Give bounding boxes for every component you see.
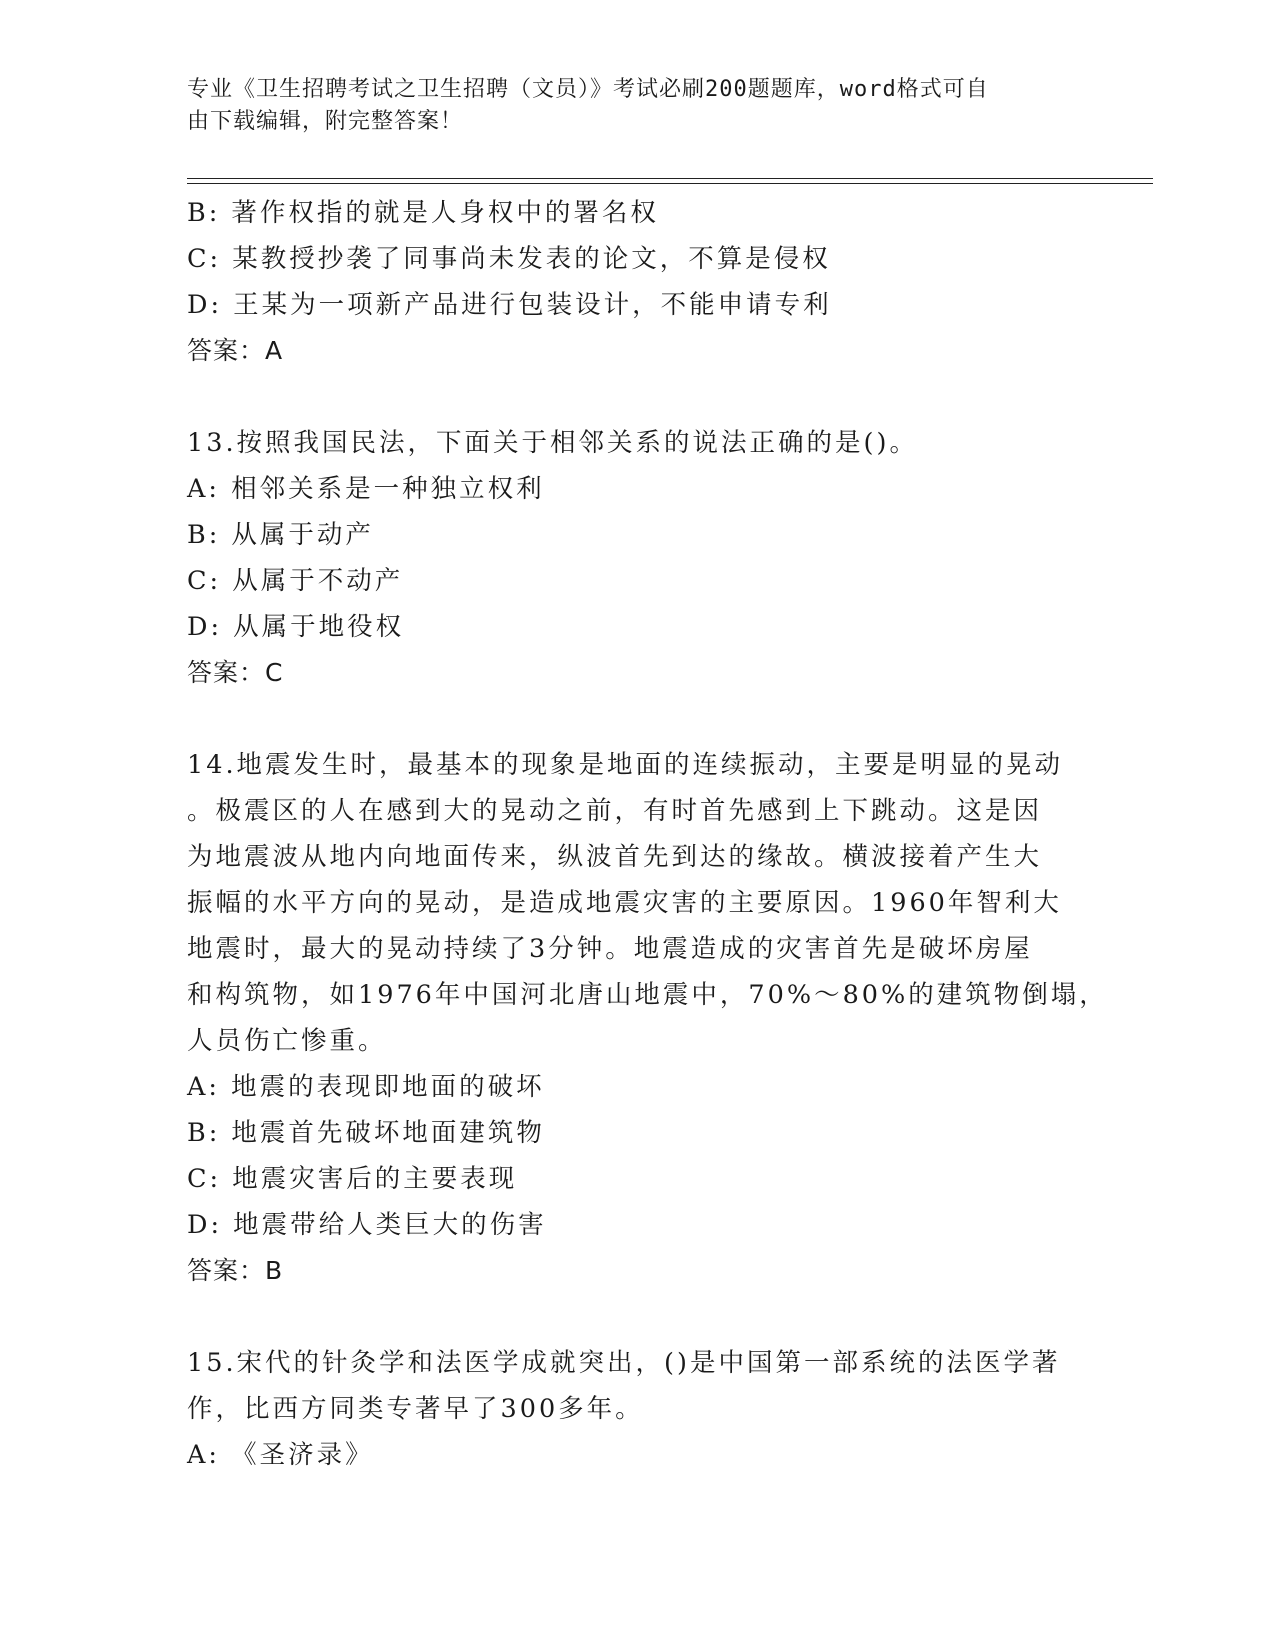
q14-question-line: 14.地震发生时，最基本的现象是地面的连续振动，主要是明显的晃动 [187,750,1064,780]
q15-question [187,1340,1087,1432]
q13-question: 13.按照我国民法，下面关于相邻关系的说法正确的是()。 [187,428,918,458]
q14-question-line: 人员伤亡惨重。 [187,1026,387,1056]
document-header [187,74,1067,138]
q15-question-line: 作，比西方同类专著早了300多年。 [187,1394,644,1424]
q14-option-c: C: 地震灾害后的主要表现 [187,1164,518,1194]
q14-question-line: 地震时，最大的晃动持续了3分钟。地震造成的灾害首先是破坏房屋 [187,934,1033,964]
header-line-1: 专业《卫生招聘考试之卫生招聘（文员）》考试必刷200题题库，word格式可自 [187,77,989,102]
q12-option-c: C: 某教授抄袭了同事尚未发表的论文，不算是侵权 [187,244,831,274]
q13-answer: 答案：C [187,658,284,687]
q13-option-d: D: 从属于地役权 [187,612,405,642]
spacer [187,1294,1087,1340]
spacer [187,696,1087,742]
header-rule-top [187,178,1153,179]
q13-option-c: C: 从属于不动产 [187,566,404,596]
q12-option-b: B: 著作权指的就是人身权中的署名权 [187,198,659,228]
q14-question-line: 和构筑物，如1976年中国河北唐山地震中，70%～80%的建筑物倒塌， [187,980,1108,1010]
question-content [187,190,1108,1478]
q14-question-line: 为地震波从地内向地面传来，纵波首先到达的缘故。横波接着产生大 [187,842,1043,872]
q12-answer: 答案：A [187,336,284,365]
spacer [187,374,1087,420]
header-rule-bottom [187,183,1153,184]
q14-question [187,742,1108,1064]
q15-question-line: 15.宋代的针灸学和法医学成就突出，()是中国第一部系统的法医学著 [187,1348,1061,1378]
q13-option-a: A: 相邻关系是一种独立权利 [187,474,545,504]
header-line-2: 由下载编辑，附完整答案！ [187,109,464,134]
q13-option-b: B: 从属于动产 [187,520,374,550]
q14-question-line: 振幅的水平方向的晃动，是造成地震灾害的主要原因。1960年智利大 [187,888,1062,918]
q15-option-a: A: 《圣济录》 [187,1440,374,1470]
q14-option-b: B: 地震首先破坏地面建筑物 [187,1118,545,1148]
q14-answer: 答案：B [187,1256,284,1285]
q14-option-a: A: 地震的表现即地面的破坏 [187,1072,545,1102]
q14-option-d: D: 地震带给人类巨大的伤害 [187,1210,547,1240]
q12-option-d: D: 王某为一项新产品进行包装设计，不能申请专利 [187,290,832,320]
q14-question-line: 。极震区的人在感到大的晃动之前，有时首先感到上下跳动。这是因 [187,796,1043,826]
